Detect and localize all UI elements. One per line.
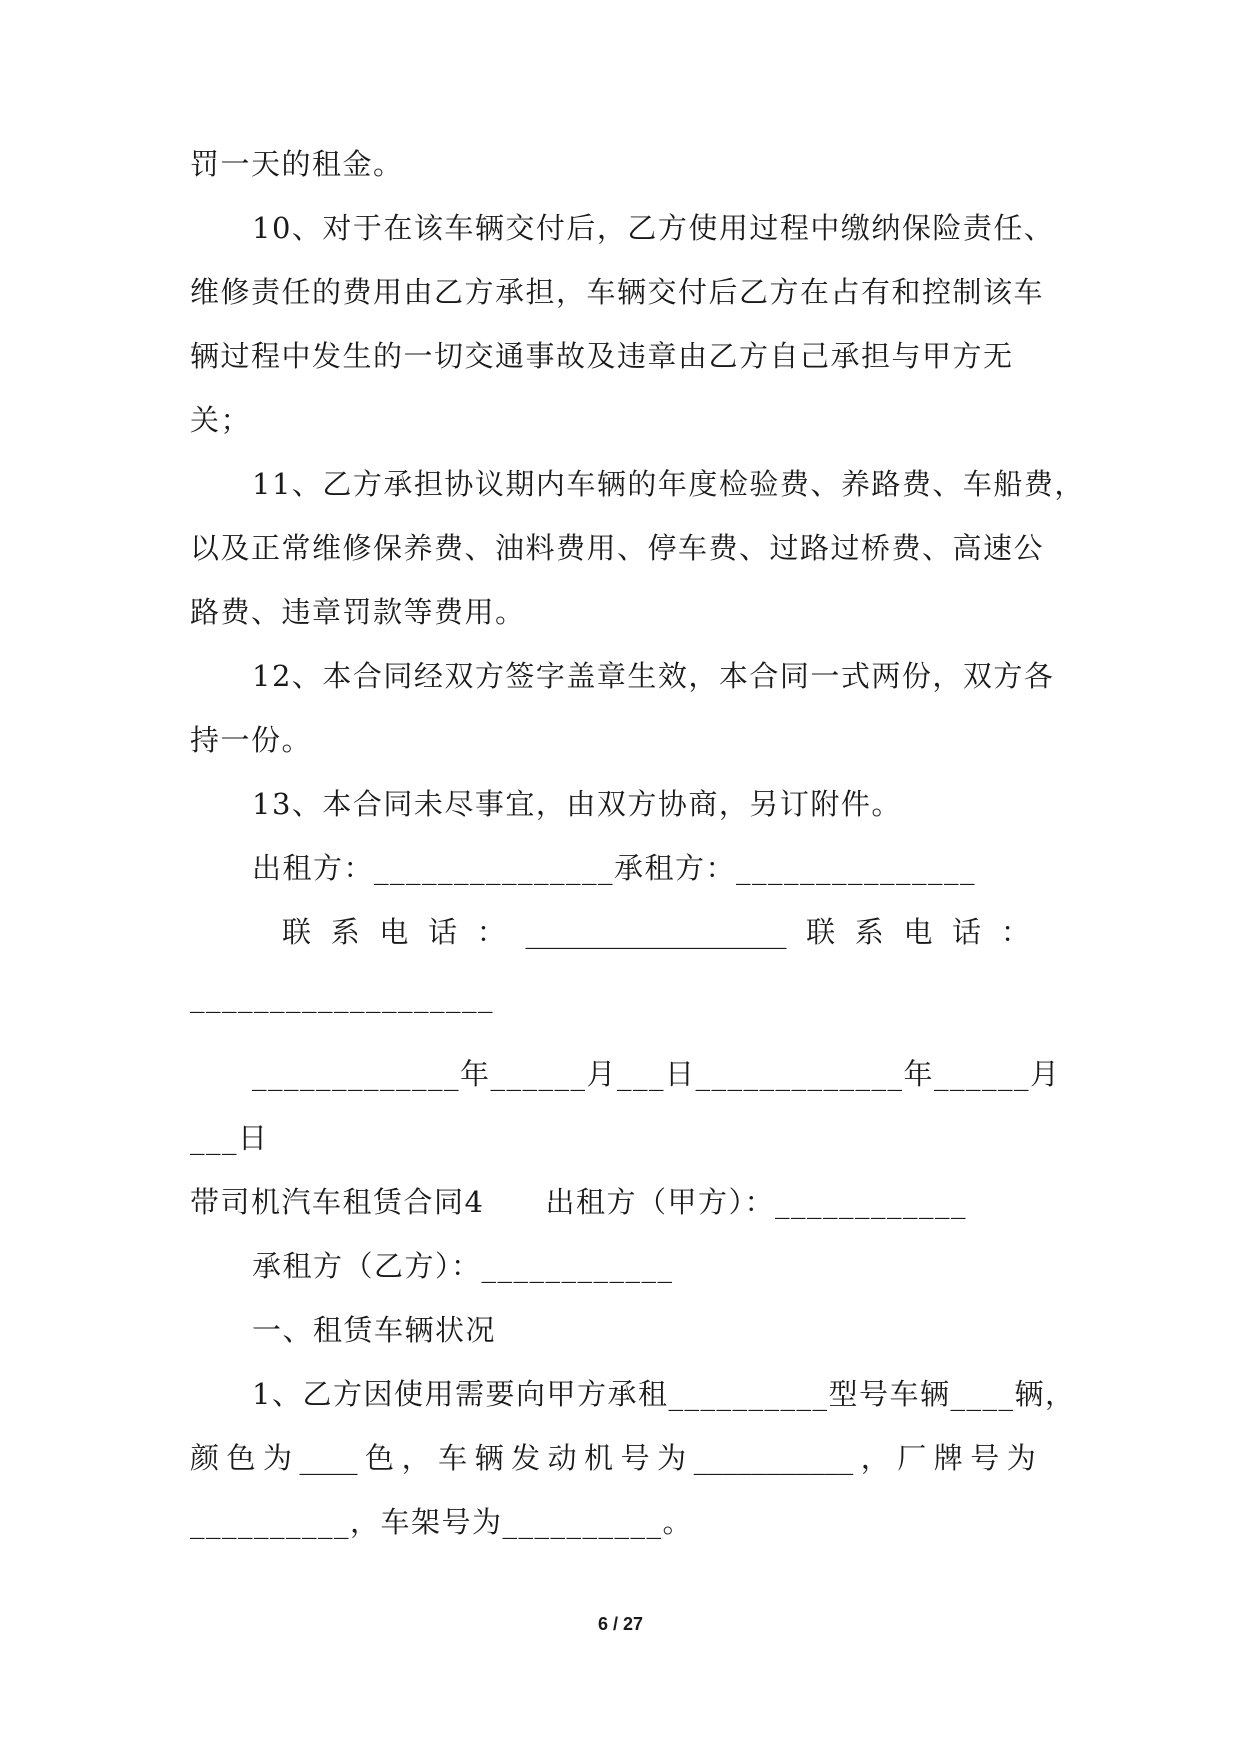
phone-char: 电 xyxy=(379,915,409,949)
text-char: 辆 xyxy=(474,1441,504,1475)
text-char: ， xyxy=(401,1441,431,1475)
phone-char: 话 xyxy=(428,915,458,949)
paragraph-line: 罚一天的租金。 xyxy=(190,147,404,181)
text-char: 为 xyxy=(1006,1441,1036,1475)
date-line: _____________年______月___日_____________年______月 xyxy=(252,1057,1061,1091)
date-line: ___日 xyxy=(190,1121,269,1155)
paragraph-line: 以及正常维修保养费、油料费用、停车费、过路过桥费、高速公 xyxy=(190,531,1045,565)
blank-line: ___________________ xyxy=(190,979,494,1013)
page-number: 6 / 27 xyxy=(597,1614,644,1634)
text-char: 牌 xyxy=(933,1441,963,1475)
phone-char: ： xyxy=(1000,915,1030,949)
text-char: ， xyxy=(860,1441,890,1475)
contract-heading-line: 带司机汽车租赁合同4 出租方（甲方）：____________ xyxy=(190,1185,967,1219)
phone-char: ： xyxy=(476,915,506,949)
paragraph-line: 10、对于在该车辆交付后，乙方使用过程中缴纳保险责任、 xyxy=(252,211,1055,245)
text-char: 为 xyxy=(263,1441,293,1475)
phone-char: 联 xyxy=(282,915,312,949)
text-char: 厂 xyxy=(897,1441,927,1475)
text-char: 发 xyxy=(511,1441,541,1475)
paragraph-line: 关； xyxy=(190,403,252,437)
paragraph-line: 承租方（乙方）：____________ xyxy=(252,1249,674,1283)
paragraph-line: 维修责任的费用由乙方承担，车辆交付后乙方在占有和控制该车 xyxy=(190,275,1045,309)
paragraph-line: 1、乙方因使用需要向甲方承租__________型号车辆____辆， xyxy=(252,1377,1076,1411)
phone-line xyxy=(282,914,1030,950)
text-char: 颜 xyxy=(190,1441,220,1475)
text-char: 机 xyxy=(584,1441,614,1475)
paragraph-line: __________，车架号为__________。 xyxy=(190,1505,694,1539)
blank: ____ xyxy=(299,1441,358,1475)
paragraph-line: 辆过程中发生的一切交通事故及违章由乙方自己承担与甲方无 xyxy=(190,339,1014,373)
color-line xyxy=(190,1440,1036,1476)
text-char: 车 xyxy=(438,1441,468,1475)
section-heading: 一、租赁车辆状况 xyxy=(252,1313,497,1347)
phone-char: 系 xyxy=(330,915,360,949)
blank: ___________ xyxy=(693,1441,854,1475)
text-char: 号 xyxy=(620,1441,650,1475)
text-char: 号 xyxy=(970,1441,1000,1475)
phone-char: 系 xyxy=(854,915,884,949)
phone-char: 联 xyxy=(806,915,836,949)
phone-char: 电 xyxy=(903,915,933,949)
paragraph-line: 13、本合同未尽事宜，由双方协商，另订附件。 xyxy=(252,787,902,821)
text-char: 动 xyxy=(547,1441,577,1475)
text-char: 色 xyxy=(226,1441,256,1475)
paragraph-line: 12、本合同经双方签字盖章生效，本合同一式两份，双方各 xyxy=(252,659,1055,693)
text-char: 为 xyxy=(657,1441,687,1475)
signature-line: 出租方：_______________承租方：_______________ xyxy=(252,851,977,885)
paragraph-line: 路费、违章罚款等费用。 xyxy=(190,595,526,629)
paragraph-line: 11、乙方承担协议期内车辆的年度检验费、养路费、车船费， xyxy=(252,467,1085,501)
text-char: 色 xyxy=(365,1441,395,1475)
phone-char: 话 xyxy=(952,915,982,949)
phone-blank: __________________ xyxy=(525,915,787,949)
paragraph-line: 持一份。 xyxy=(190,723,313,757)
